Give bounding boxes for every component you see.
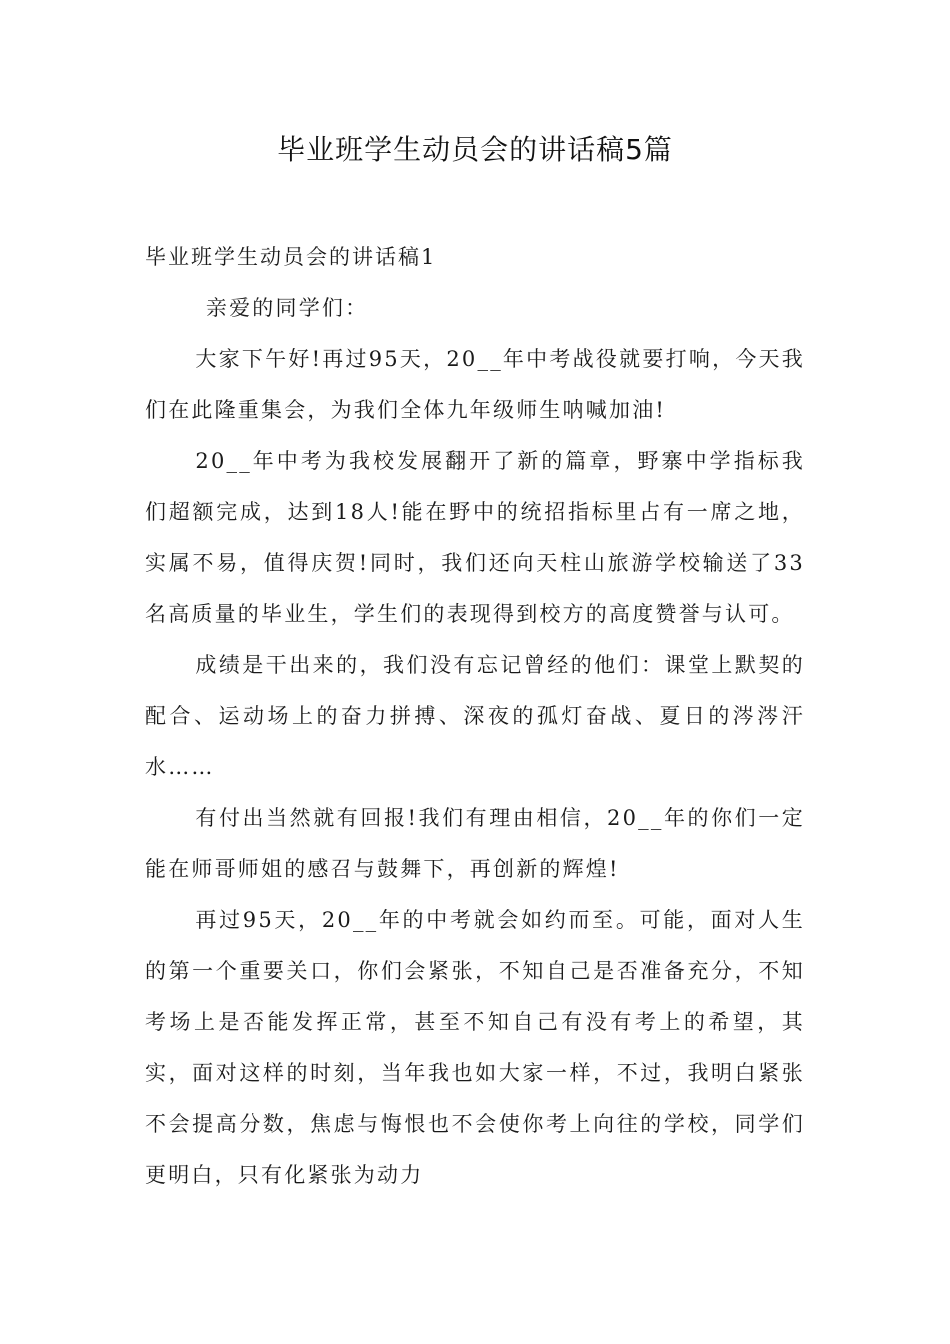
document-body	[145, 232, 805, 1201]
greeting-line: 亲爱的同学们：	[205, 296, 369, 320]
paragraph-5: 再过95天，20__年的中考就会如约而至。可能，面对人生的第一个重要关口，你们会紧张，不知自己是否准备充分，不知考场上是否能发挥正常，甚至不知自己有没有考上的希望，其实，面对这样的时刻，当年我也如大家一样，不过，我明白紧张不会提高分数，焦虑与悔恨也不会使你考上向往的学校，同学们更明白，只有化紧张为动力	[145, 908, 805, 1187]
paragraph-4: 有付出当然就有回报!我们有理由相信，20__年的你们一定能在师哥师姐的感召与鼓舞下，再创新的辉煌!	[145, 806, 805, 881]
section-heading: 毕业班学生动员会的讲话稿1	[145, 245, 437, 269]
document-title: 毕业班学生动员会的讲话稿5篇	[277, 133, 673, 166]
paragraph-2: 20__年中考为我校发展翻开了新的篇章，野寨中学指标我们超额完成，达到18人!能在野中的统招指标里占有一席之地，实属不易，值得庆贺!同时，我们还向天柱山旅游学校输送了33名高质量的毕业生，学生们的表现得到校方的高度赞誉与认可。	[145, 449, 805, 626]
paragraph-1: 大家下午好!再过95天，20__年中考战役就要打响，今天我们在此隆重集会，为我们全体九年级师生呐喊加油!	[145, 347, 805, 422]
paragraph-3: 成绩是干出来的，我们没有忘记曾经的他们：课堂上默契的配合、运动场上的奋力拼搏、深夜的孤灯奋战、夏日的涔涔汗水……	[145, 653, 805, 779]
